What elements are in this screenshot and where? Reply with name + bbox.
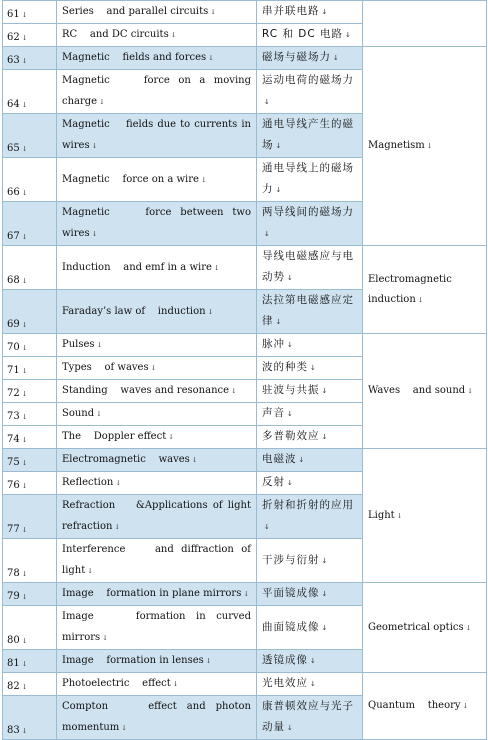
topic-chinese: 折射和折射的应用↓ <box>257 495 363 539</box>
table-row <box>3 1 487 24</box>
row-number: 68 ↓ <box>3 246 57 290</box>
topic-english: Magnetic force on a moving charge ↓ <box>57 70 257 114</box>
row-number: 66 ↓ <box>3 158 57 202</box>
row-number: 63 ↓ <box>3 47 57 70</box>
topic-chinese: 光电效应 ↓ <box>257 673 363 696</box>
row-number: 82 ↓ <box>3 673 57 696</box>
topic-english: Image formation in lenses ↓ <box>57 650 257 673</box>
table-row <box>3 449 487 472</box>
table-row <box>3 583 487 606</box>
topic-chinese: 通电导线上的磁场力 ↓ <box>257 158 363 202</box>
category-cell: Electromagnetic induction ↓ <box>363 246 487 334</box>
row-number: 62 ↓ <box>3 24 57 47</box>
topic-chinese: 运动电荷的磁场力↓ <box>257 70 363 114</box>
category-cell: Magnetism ↓ <box>363 47 487 246</box>
topic-chinese: 透镜成像 ↓ <box>257 650 363 673</box>
topic-chinese: 驻波与共振 ↓ <box>257 380 363 403</box>
topic-english: Interference and diffraction of light ↓ <box>57 539 257 583</box>
row-number: 64 ↓ <box>3 70 57 114</box>
topic-english: Magnetic force on a wire ↓ <box>57 158 257 202</box>
topic-english: Electromagnetic waves ↓ <box>57 449 257 472</box>
row-number: 70 ↓ <box>3 334 57 357</box>
topic-english: Series and parallel circuits ↓ <box>57 1 257 24</box>
category-cell: Quantum theory ↓ <box>363 673 487 740</box>
row-number: 69 ↓ <box>3 290 57 334</box>
row-number: 79 ↓ <box>3 583 57 606</box>
topic-english: RC and DC circuits ↓ <box>57 24 257 47</box>
topic-english: Refraction &Applications of light refraction ↓ <box>57 495 257 539</box>
category-cell: Light ↓ <box>363 449 487 583</box>
topic-english: Magnetic fields and forces ↓ <box>57 47 257 70</box>
row-number: 74 ↓ <box>3 426 57 449</box>
table-row <box>3 334 487 357</box>
topic-chinese: 平面镜成像 ↓ <box>257 583 363 606</box>
row-number: 80 ↓ <box>3 606 57 650</box>
topic-chinese: 波的种类 ↓ <box>257 357 363 380</box>
topic-english: Reflection ↓ <box>57 472 257 495</box>
table-row <box>3 673 487 696</box>
topic-english: Image formation in curved mirrors ↓ <box>57 606 257 650</box>
topic-chinese: 干涉与衍射 ↓ <box>257 539 363 583</box>
topic-english: Standing waves and resonance ↓ <box>57 380 257 403</box>
topic-english: Types of waves ↓ <box>57 357 257 380</box>
topic-english: Sound ↓ <box>57 403 257 426</box>
topic-english: Pulses ↓ <box>57 334 257 357</box>
topics-table <box>2 0 487 740</box>
topic-chinese: RC 和 DC 电路 ↓ <box>257 24 363 47</box>
row-number: 75 ↓ <box>3 449 57 472</box>
row-number: 76 ↓ <box>3 472 57 495</box>
row-number: 73 ↓ <box>3 403 57 426</box>
topic-chinese: 声音 ↓ <box>257 403 363 426</box>
topic-chinese: 多普勒效应 ↓ <box>257 426 363 449</box>
topic-chinese: 导线电磁感应与电动势 ↓ <box>257 246 363 290</box>
table-row <box>3 246 487 290</box>
row-number: 61 ↓ <box>3 1 57 24</box>
row-number: 71 ↓ <box>3 357 57 380</box>
topic-chinese: 电磁波 ↓ <box>257 449 363 472</box>
topic-chinese: 康普顿效应与光子动量 ↓ <box>257 696 363 740</box>
category-cell: Geometrical optics ↓ <box>363 583 487 673</box>
topic-chinese: 法拉第电磁感应定律 ↓ <box>257 290 363 334</box>
topic-chinese: 曲面镜成像 ↓ <box>257 606 363 650</box>
topic-english: The Doppler effect ↓ <box>57 426 257 449</box>
topic-chinese: 串并联电路 ↓ <box>257 1 363 24</box>
topic-english: Induction and emf in a wire ↓ <box>57 246 257 290</box>
topic-chinese: 脉冲 ↓ <box>257 334 363 357</box>
topic-chinese: 通电导线产生的磁场 ↓ <box>257 114 363 158</box>
topic-english: Faraday’s law of induction ↓ <box>57 290 257 334</box>
category-cell <box>363 1 487 47</box>
topic-english: Magnetic force between two wires ↓ <box>57 202 257 246</box>
table-row <box>3 47 487 70</box>
row-number: 77 ↓ <box>3 495 57 539</box>
topic-chinese: 两导线间的磁场力↓ <box>257 202 363 246</box>
row-number: 83 ↓ <box>3 696 57 740</box>
row-number: 78 ↓ <box>3 539 57 583</box>
row-number: 65 ↓ <box>3 114 57 158</box>
topic-english: Photoelectric effect ↓ <box>57 673 257 696</box>
topic-chinese: 反射 ↓ <box>257 472 363 495</box>
category-cell: Waves and sound ↓ <box>363 334 487 449</box>
topic-english: Magnetic fields due to currents in wires ↓ <box>57 114 257 158</box>
row-number: 81 ↓ <box>3 650 57 673</box>
topic-english: Image formation in plane mirrors ↓ <box>57 583 257 606</box>
topic-english: Compton effect and photon momentum ↓ <box>57 696 257 740</box>
row-number: 72 ↓ <box>3 380 57 403</box>
topic-chinese: 磁场与磁场力 ↓ <box>257 47 363 70</box>
row-number: 67 ↓ <box>3 202 57 246</box>
